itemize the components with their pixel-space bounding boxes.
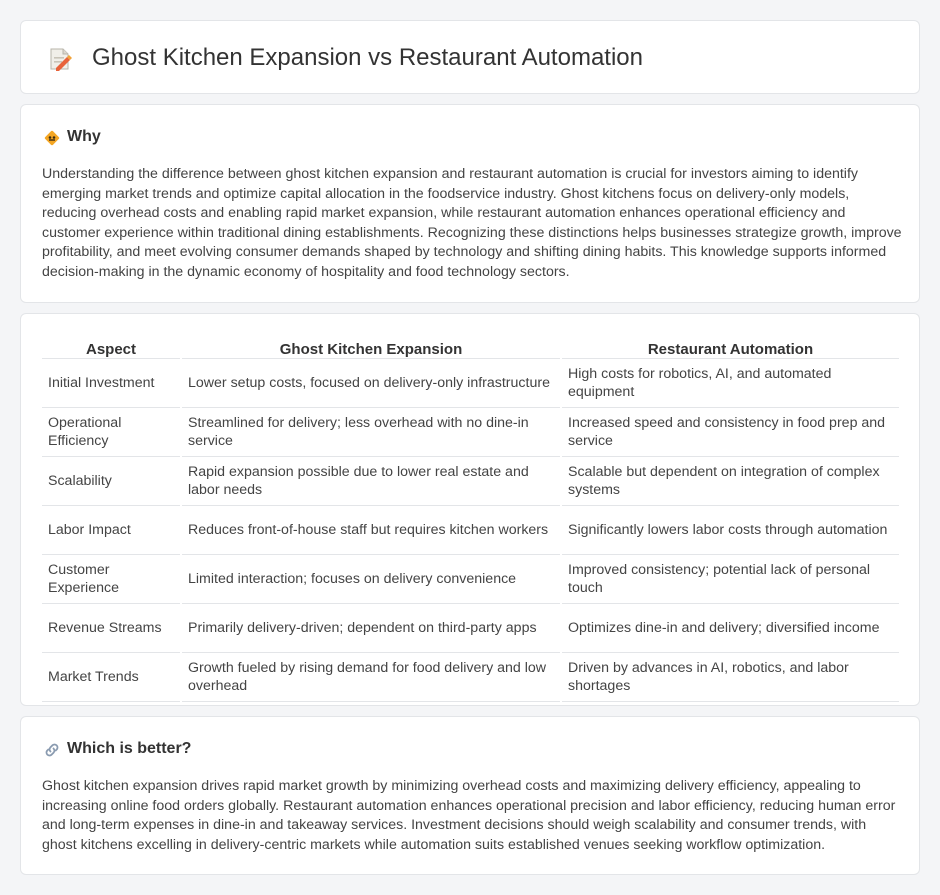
automation-cell: Increased speed and consistency in food prep and service	[562, 408, 899, 457]
automation-cell: Driven by advances in AI, robotics, and labor shortages	[562, 653, 899, 702]
table-row	[42, 408, 899, 457]
which-is-better-heading: Which is better?	[67, 740, 192, 757]
why-section	[20, 104, 920, 303]
table-header-row	[42, 336, 899, 359]
link-icon	[43, 741, 61, 759]
aspect-cell: Market Trends	[42, 653, 180, 702]
table-row	[42, 604, 899, 653]
column-header-automation: Restaurant Automation	[562, 336, 899, 359]
aspect-cell: Initial Investment	[42, 359, 180, 408]
ghost-kitchen-cell: Streamlined for delivery; less overhead with no dine-in service	[182, 408, 560, 457]
ghost-kitchen-cell: Limited interaction; focuses on delivery convenience	[182, 555, 560, 604]
which-is-better-section	[20, 716, 920, 875]
ghost-kitchen-cell: Primarily delivery-driven; dependent on third-party apps	[182, 604, 560, 653]
automation-cell: Improved consistency; potential lack of personal touch	[562, 555, 899, 604]
aspect-cell: Revenue Streams	[42, 604, 180, 653]
table-row	[42, 457, 899, 506]
document-pencil-icon	[47, 46, 73, 72]
ghost-kitchen-cell: Growth fueled by rising demand for food delivery and low overhead	[182, 653, 560, 702]
table-row	[42, 359, 899, 408]
why-heading: Why	[67, 128, 101, 145]
title-card	[20, 20, 920, 94]
table-row	[42, 653, 899, 702]
aspect-cell: Scalability	[42, 457, 180, 506]
column-header-aspect: Aspect	[42, 336, 180, 359]
column-header-ghost-kitchen: Ghost Kitchen Expansion	[182, 336, 560, 359]
aspect-cell: Customer Experience	[42, 555, 180, 604]
ghost-kitchen-cell: Lower setup costs, focused on delivery-only infrastructure	[182, 359, 560, 408]
why-text: Understanding the difference between ghost kitchen expansion and restaurant automation is crucial for investors aiming to identify emerging market trends and optimize capital allocation in the foodservice industry. Ghost kitchens focus on delivery-only models, reducing overhead costs and enabling rapid market expansion, while restaurant automation enhances operational efficiency and customer experience within traditional dining establishments. Recognizing these distinctions helps businesses strategize growth, improve profitability, and meet evolving consumer demands shaped by technology and shifting dining habits. This knowledge supports informed decision-making in the dynamic economy of hospitality and food technology sectors.	[42, 166, 902, 280]
automation-cell: Scalable but dependent on integration of complex systems	[562, 457, 899, 506]
automation-cell: Significantly lowers labor costs through automation	[562, 506, 899, 555]
aspect-cell: Operational Efficiency	[42, 408, 180, 457]
ghost-kitchen-cell: Rapid expansion possible due to lower real estate and labor needs	[182, 457, 560, 506]
automation-cell: Optimizes dine-in and delivery; diversified income	[562, 604, 899, 653]
table-row	[42, 555, 899, 604]
comparison-table	[42, 336, 899, 702]
page-title: Ghost Kitchen Expansion vs Restaurant Automation	[92, 44, 643, 71]
automation-cell: High costs for robotics, AI, and automated equipment	[562, 359, 899, 408]
comparison-table-card	[20, 313, 920, 706]
which-is-better-text: Ghost kitchen expansion drives rapid market growth by minimizing overhead costs and maximizing delivery efficiency, appealing to increasing online food orders globally. Restaurant automation enhances operational precision and labor efficiency, reducing human error and long-term expenses in dine-in and takeaway services. Investment decisions should weigh scalability and consumer trends, with ghost kitchens excelling in delivery-centric markets while automation suits established venues seeking workflow optimization.	[42, 778, 896, 853]
table-row	[42, 506, 899, 555]
ghost-kitchen-cell: Reduces front-of-house staff but requires kitchen workers	[182, 506, 560, 555]
aspect-cell: Labor Impact	[42, 506, 180, 555]
diamond-sign-icon	[43, 129, 61, 147]
